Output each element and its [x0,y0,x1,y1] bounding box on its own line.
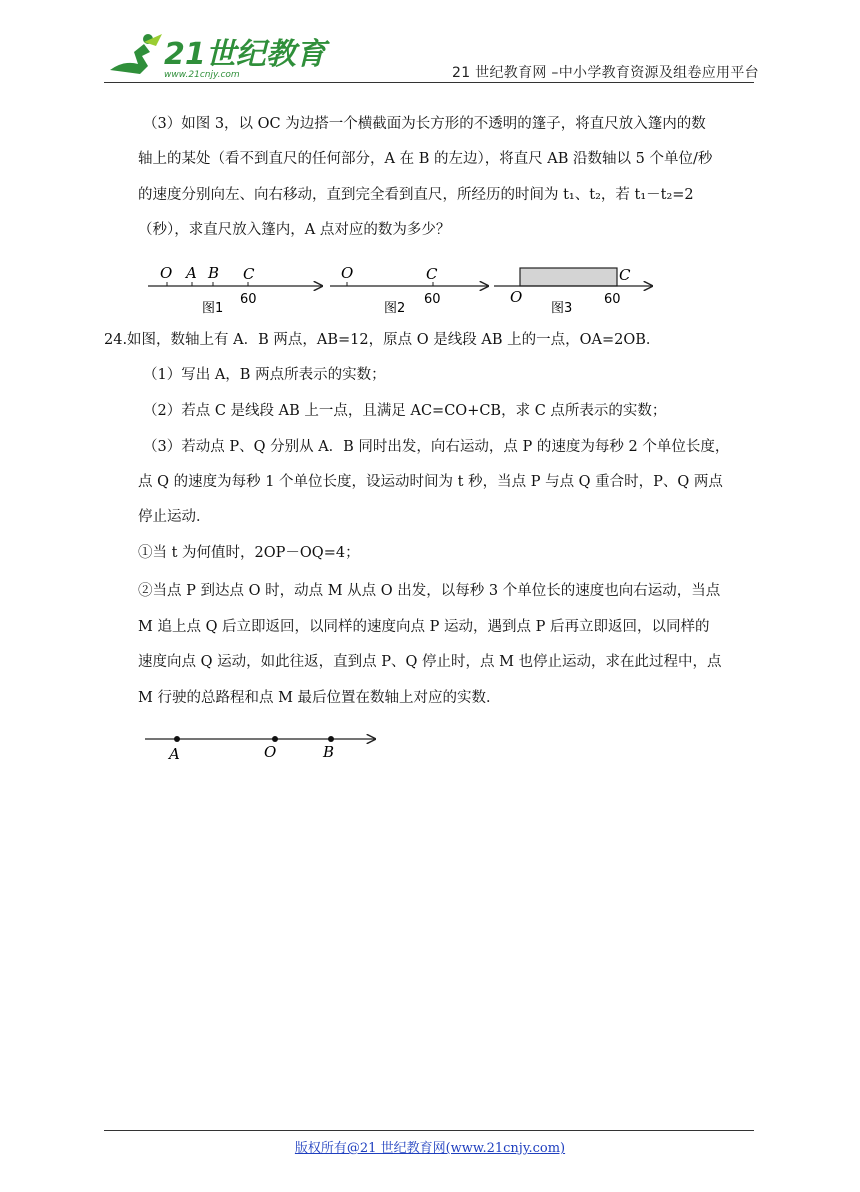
fig3-caption: 图3 [551,301,573,316]
label-o: O [264,743,277,761]
figure-2 [330,264,488,316]
q24-part2: （2）若点 C 是线段 AB 上一点，且满足 AC=CO+CB，求 C 点所表示的实数； [143,403,667,419]
q24-part3-line1: （3）若动点 P、Q 分别从 A．B 同时出发，向右运动，点 P 的速度为每秒 2 个单位长度， [143,439,730,455]
q24-sub2-line2: M 追上点 Q 后立即返回，以同样的速度向点 P 运动，遇到点 P 后再立即返回，以同样的 [138,619,710,635]
fig1-caption: 图1 [202,301,224,316]
q23-p3-line1: （3）如图 3，以 OC 为边搭一个横截面为长方形的不透明的篷子，将直尺放入篷内的数 [143,116,706,132]
q24-stem: 24.如图，数轴上有 A．B 两点，AB=12，原点 O 是线段 AB 上的一点，OA=2OB． [104,332,661,348]
label-b: B [323,743,335,761]
footer-divider [104,1130,754,1131]
point-b-dot [328,736,334,742]
logo-url: www.21cnjy.com [164,70,240,80]
fig1-label-o: O [160,264,173,282]
q23-p3-line2: 轴上的某处（看不到直尺的任何部分，A 在 B 的左边），将直尺 AB 沿数轴以 5 个单位/秒 [138,151,713,167]
fig2-label-o: O [341,264,354,282]
fig2-label-c: C [426,265,438,283]
fig2-caption: 图2 [384,301,406,316]
figure-1 [148,264,322,316]
q24-part1: （1）写出 A，B 两点所表示的实数； [143,367,386,383]
q24-sub2-line4: M 行驶的总路程和点 M 最后位置在数轴上对应的实数． [138,690,501,706]
q24-sub2-line1: ②当点 P 到达点 O 时，动点 M 从点 O 出发，以每秒 3 个单位长的速度也向右运动，当点 [138,583,721,599]
fig3-canopy [520,268,617,286]
label-a: A [169,745,180,763]
point-o-dot [272,736,278,742]
fig1-label-a: A [186,264,197,282]
footer-copyright-link[interactable]: 版权所有@21 世纪教育网(www.21cnjy.com) [294,1141,566,1156]
figure-3 [494,266,652,316]
q23-p3-line3: 的速度分别向左、向右移动，直到完全看到直尺，所经历的时间为 t₁、t₂，若 t₁－t₂=2 [138,187,694,203]
site-logo [104,30,326,82]
q24-part3-line2: 点 Q 的速度为每秒 1 个单位长度，设运动时间为 t 秒，当点 P 与点 Q 重合时，P、Q 两点 [138,474,723,490]
number-line-figures [140,258,660,318]
header-divider [104,82,754,83]
fig2-tick-60: 60 [424,292,441,307]
number-line-abo [140,726,390,766]
q23-p3-line4: （秒），求直尺放入篷内，A 点对应的数为多少？ [138,222,451,238]
header-platform-text: 21 世纪教育网 –中小学教育资源及组卷应用平台 [452,65,759,81]
fig3-label-c: C [619,266,631,284]
q24-part3-line3: 停止运动． [138,509,211,525]
fig3-label-o: O [510,288,523,306]
fig1-tick-60: 60 [240,292,257,307]
fig1-label-c: C [243,265,255,283]
fig1-label-b: B [208,264,220,282]
q24-sub1: ①当 t 为何值时，2OP－OQ=4； [138,545,360,561]
fig3-tick-60: 60 [604,292,621,307]
q24-sub2-line3: 速度向点 Q 运动，如此往返，直到点 P、Q 停止时，点 M 也停止运动，求在此过程中，点 [138,654,722,670]
point-a-dot [174,736,180,742]
logo-text: 21世纪教育 [164,37,326,72]
